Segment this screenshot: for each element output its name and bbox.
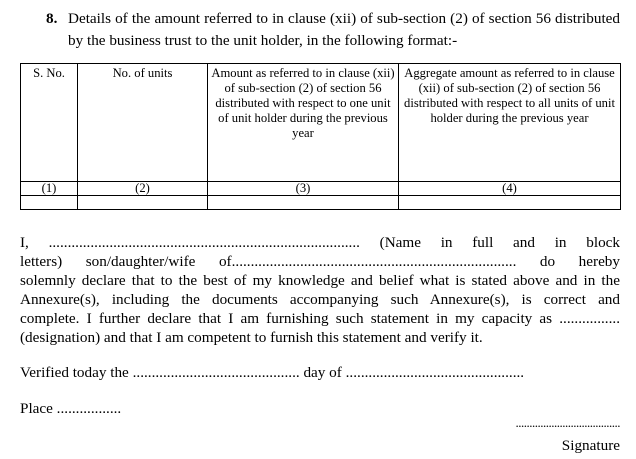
details-table bbox=[20, 63, 621, 210]
header-aggregate-amount: Aggregate amount as referred to in clause (xii) of sub-section (2) of section 56 distributed with respect to all units of unit holder during the previous year bbox=[399, 64, 621, 182]
declaration-line: Annexure(s), including the documents accompanying such Annexure(s), is correct and bbox=[20, 291, 620, 308]
table-row bbox=[21, 196, 621, 210]
column-number: (1) bbox=[21, 182, 78, 196]
declaration-line: letters) son/daughter/wife of........................................................................... do hereby bbox=[20, 253, 620, 270]
item-text: Details of the amount referred to in clause (xii) of sub-section (2) of section 56 distributed by the business trust to the unit holder, in the following format:- bbox=[68, 10, 620, 49]
table-cell[interactable] bbox=[78, 196, 208, 210]
verification-line: Verified today the ............................................ day of ............................................... bbox=[20, 364, 525, 381]
table-header-row bbox=[21, 64, 621, 182]
column-number: (2) bbox=[78, 182, 208, 196]
table-cell[interactable] bbox=[208, 196, 399, 210]
declaration-line: complete. I further declare that I am furnishing such statement in my capacity as ................ bbox=[20, 310, 620, 327]
declaration-line: solemnly declare that to the best of my knowledge and belief what is stated above and in the bbox=[20, 272, 620, 289]
signature-line: ...................................... bbox=[515, 415, 620, 430]
table-cell[interactable] bbox=[399, 196, 621, 210]
column-number: (3) bbox=[208, 182, 399, 196]
column-number-row bbox=[21, 182, 621, 196]
item-number: 8. bbox=[46, 10, 58, 27]
header-no-of-units: No. of units bbox=[78, 64, 208, 182]
declaration bbox=[20, 233, 620, 347]
table-cell[interactable] bbox=[21, 196, 78, 210]
header-amount-per-unit: Amount as referred to in clause (xii) of sub-section (2) of section 56 distributed with respect to one unit of unit holder during the previous year bbox=[208, 64, 399, 182]
declaration-line: I, .................................................................................. (Name in full and in block bbox=[20, 234, 620, 251]
column-number: (4) bbox=[399, 182, 621, 196]
declaration-line: (designation) and that I am competent to furnish this statement and verify it. bbox=[20, 329, 483, 346]
signature-label: Signature bbox=[561, 437, 620, 454]
section-8-heading bbox=[46, 8, 620, 52]
header-s-no: S. No. bbox=[21, 64, 78, 182]
place-line: Place ................. bbox=[20, 400, 122, 417]
